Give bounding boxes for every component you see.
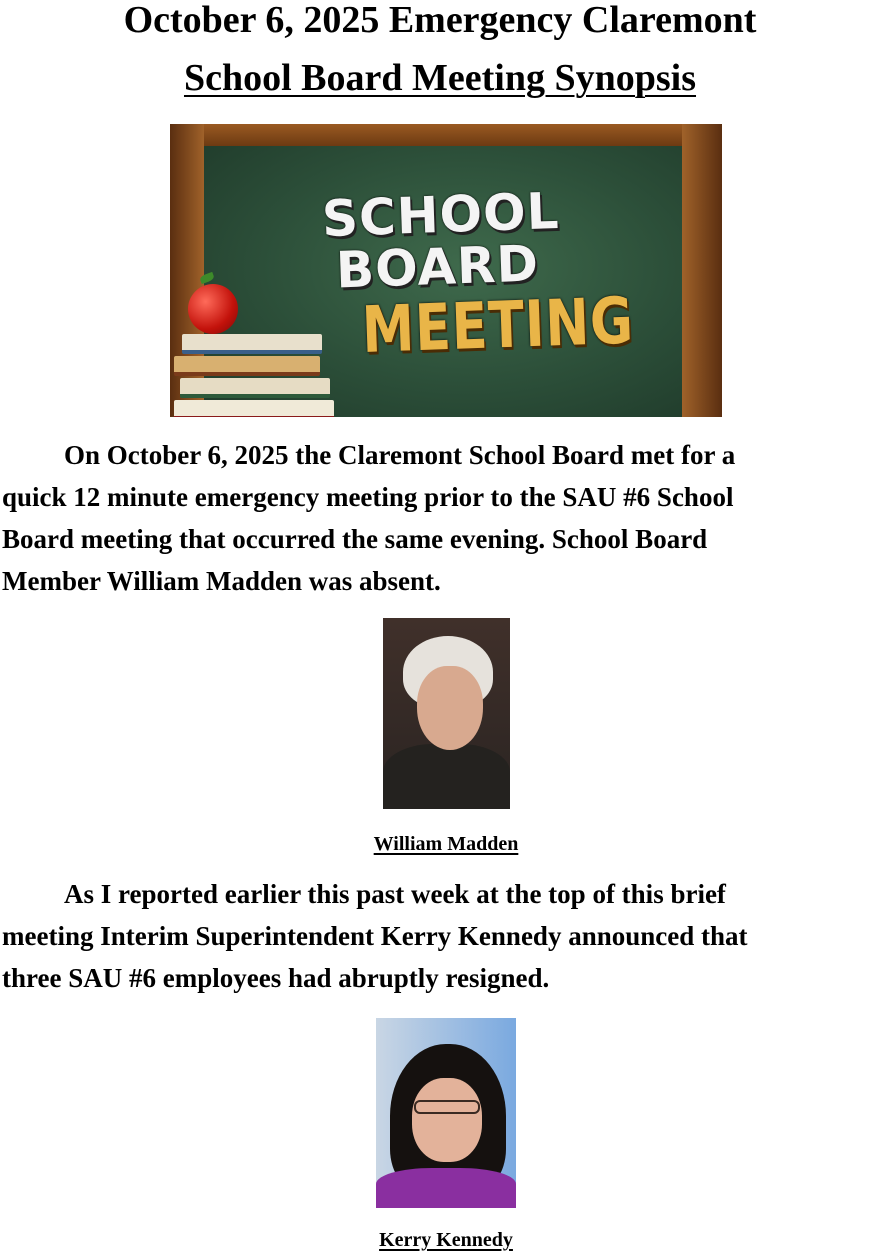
photo-subject-face bbox=[417, 666, 483, 750]
paragraph-line: meeting Interim Superintendent Kerry Kennedy announced that bbox=[2, 921, 748, 951]
photo-subject-body bbox=[383, 744, 510, 809]
apple-icon bbox=[188, 284, 238, 334]
photo-subject-face bbox=[412, 1078, 482, 1162]
banner-word-meeting: MEETING bbox=[360, 284, 636, 368]
book-stack-icon bbox=[174, 330, 334, 417]
paragraph-resignations bbox=[2, 873, 880, 999]
paragraph-line: On October 6, 2025 the Claremont School Board met for a bbox=[64, 440, 736, 470]
paragraph-meeting-summary bbox=[2, 434, 880, 602]
paragraph-line: quick 12 minute emergency meeting prior to the SAU #6 School bbox=[2, 482, 734, 512]
glasses-icon bbox=[414, 1100, 480, 1114]
banner-word-school: SCHOOL bbox=[321, 181, 561, 249]
paragraph-line: Member William Madden was absent. bbox=[2, 566, 441, 596]
document-title-line-2: School Board Meeting Synopsis bbox=[183, 57, 697, 99]
banner-word-board: BOARD bbox=[335, 234, 540, 300]
paragraph-line: Board meeting that occurred the same evening. School Board bbox=[2, 524, 708, 554]
kerry-kennedy-caption: Kerry Kennedy bbox=[379, 1229, 513, 1251]
kerry-kennedy-photo bbox=[376, 1018, 516, 1208]
document-title-line-1: October 6, 2025 Emergency Claremont bbox=[123, 0, 757, 41]
photo-subject-body bbox=[376, 1168, 516, 1208]
school-board-meeting-banner-image bbox=[170, 124, 722, 417]
banner-frame-right bbox=[682, 124, 722, 417]
william-madden-photo bbox=[383, 618, 510, 809]
paragraph-line: As I reported earlier this past week at the top of this brief bbox=[64, 879, 726, 909]
paragraph-line: three SAU #6 employees had abruptly resigned. bbox=[2, 963, 550, 993]
banner-frame-top bbox=[170, 124, 722, 146]
william-madden-caption: William Madden bbox=[373, 833, 519, 855]
